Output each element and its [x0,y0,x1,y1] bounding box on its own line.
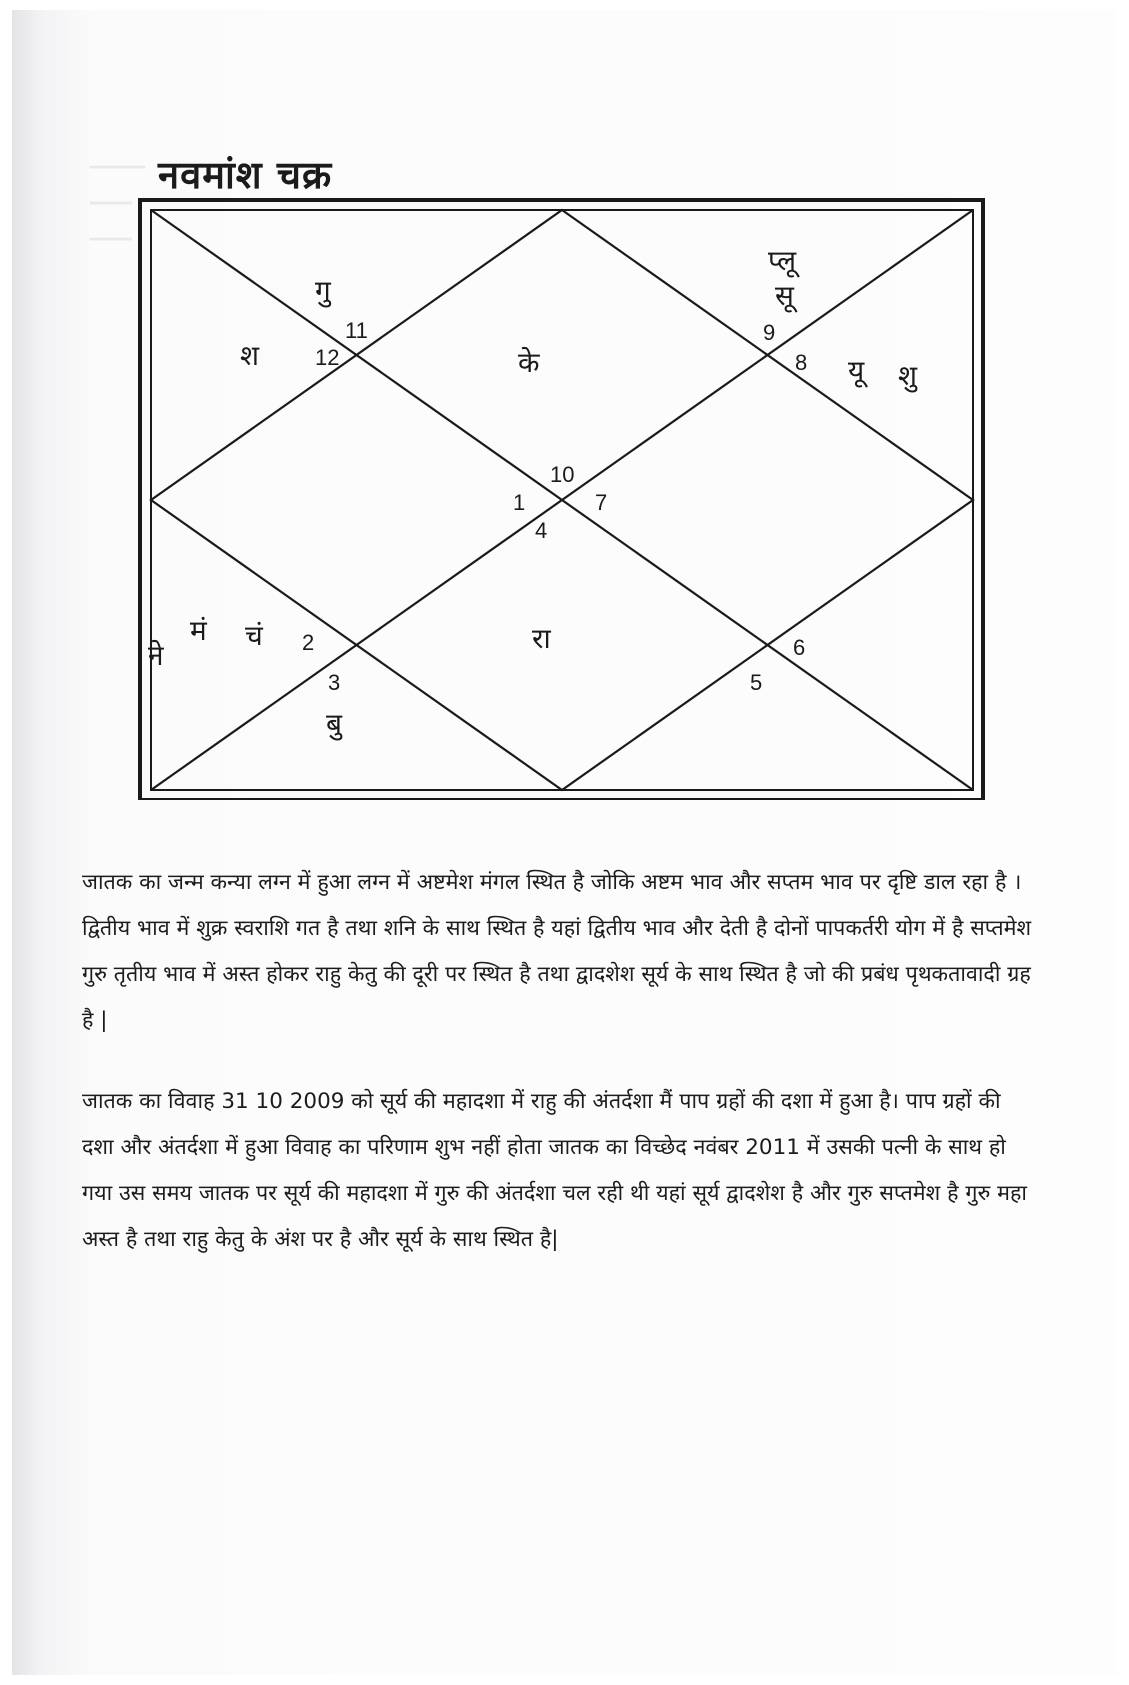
house-number: 4 [535,518,548,543]
planet-pluto: प्लू [768,244,797,277]
planet-budh: बु [326,707,342,740]
show-through-text: ▁▁▁▁ ▁▁▁ ▁▁▁ [90,148,146,240]
house-number: 3 [328,670,341,695]
house-number: 11 [345,318,368,343]
house-number: 5 [750,670,763,695]
planet-uranus: यू [848,354,865,387]
house-number: 1 [513,490,526,515]
planet-chandra: चं [245,619,263,652]
planet-shani: श [240,339,260,372]
planet-neptune: ने [148,639,164,672]
planet-mangal: मं [190,614,207,647]
navamsha-chart [0,0,1129,800]
planet-shukra: शु [898,359,918,392]
house-number: 9 [763,320,776,345]
paragraph-analysis: जातक का जन्म कन्या लग्न में हुआ लग्न में अष्टमेश मंगल स्थित है जोकि अष्टम भाव और सप्तम भाव पर दृष्टि डाल रहा है । द्वितीय भाव में शुक्र स्वराशि गत है तथा शनि के साथ स्थित है यहां द्वितीय भाव और देती है दोनों पापकर्तरी योग में है सप्तमेश गुरु तृतीय भाव में अस्त होकर राहु केतु की दूरी पर स्थित है तथा द्वादशेश सूर्य के साथ स्थित है जो की प्रबंध पृथकतावादी ग्रह है | [82,870,1032,1033]
paragraph-marriage: जातक का विवाह 31 10 2009 को सूर्य की महादशा में राहु की अंतर्दशा मैं पाप ग्रहों की दशा में हुआ है। पाप ग्रहों की दशा और अंतर्दशा में हुआ विवाह का परिणाम शुभ नहीं होता जातक का विच्छेद नवंबर 2011 में उसकी पत्नी के साथ हो गया उस समय जातक पर सूर्य की महादशा में गुरु की अंतर्दशा चल रही थी यहां सूर्य द्वादशेश है और गुरु सप्तमेश है गुरु महा अस्त है तथा राहु केतु के अंश पर है और सूर्य के साथ स्थित है| [82,1089,1027,1252]
planet-surya: सू [775,279,794,312]
house-number: 12 [315,345,340,370]
planet-rahu: रा [532,622,551,655]
house-number: 8 [795,350,808,375]
planet-ketu: के [518,346,540,379]
planet-guru: गु [315,274,331,307]
house-number: 6 [793,635,806,660]
house-number: 2 [302,630,315,655]
chart-title: नवमांश चक्र [158,153,333,197]
house-number: 10 [550,462,575,487]
house-number: 7 [595,490,608,515]
